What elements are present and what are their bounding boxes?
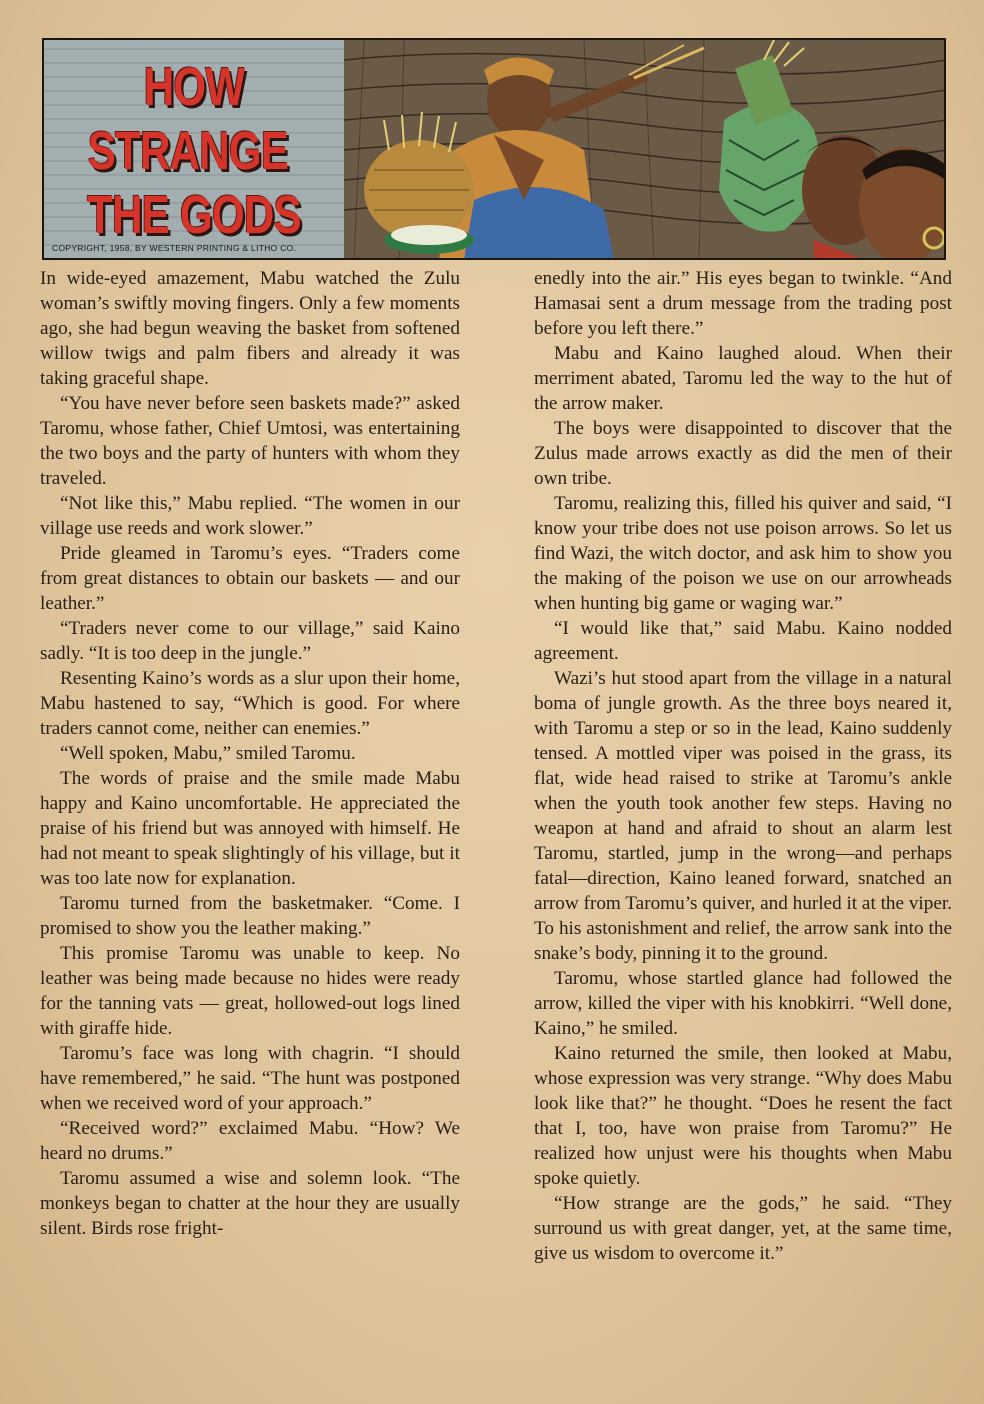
paragraph: The words of praise and the smile made Mabu happy and Kaino uncomfortable. He appreciated the praise of his friend but was annoyed with himself. He had not meant to speak slightingly of his village, but it was too late now for explanation. [40,768,460,889]
paragraph: Taromu assumed a wise and solemn look. “The monkeys began to chatter at the hour they are usually silent. Birds rose fright- [40,1168,460,1239]
paragraph: Wazi’s hut stood apart from the village in a natural boma of jungle growth. As the three boys neared it, with Taromu a step or so in the lead, Kaino suddenly tensed. A mottled viper was poised in the grass, its flat, wide head raised to strike at Taromu’s ankle when the youth took another few steps. Having no weapon at hand and afraid to shout an alarm lest Taromu, startled, jump in the wrong—and perhaps fatal—direction, Kaino leaned forward, snatched an arrow from Taromu’s quiver, and hurled it at the viper. To his astonishment and relief, the arrow sank into the snake’s body, pinning it to the ground. [534,668,952,964]
paragraph: “You have never before seen baskets made?” asked Taromu, whose father, Chief Umtosi, was entertaining the two boys and the party of hunters with whom they traveled. [40,393,460,489]
paragraph: Mabu and Kaino laughed aloud. When their merriment abated, Taromu led the way to the hut of the arrow maker. [534,343,952,414]
paragraph: “How strange are the gods,” he said. “They surround us with great danger, yet, at the same time, give us wisdom to overcome it.” [534,1193,952,1264]
paragraph: “I would like that,” said Mabu. Kaino nodded agreement. [534,618,952,664]
title-panel [44,40,344,260]
title-banner [42,38,946,260]
title-line-1: HOW [143,57,245,117]
paragraph: Taromu turned from the basketmaker. “Come. I promised to show you the leather making.” [40,893,460,939]
paragraph: “Received word?” exclaimed Mabu. “How? We heard no drums.” [40,1118,460,1164]
paragraph: Taromu, realizing this, filled his quiver and said, “I know your tribe does not use poison arrows. So let us find Wazi, the witch doctor, and ask him to show you the making of the poison we use on our arrowheads when hunting big game or waging war.” [534,493,952,614]
paragraph: “Not like this,” Mabu replied. “The women in our village use reeds and work slower.” [40,493,460,539]
paragraph: Pride gleamed in Taromu’s eyes. “Traders come from great distances to obtain our baskets — and our leather.” [40,543,460,614]
paragraph: Kaino returned the smile, then looked at Mabu, whose expression was very strange. “Why does Mabu look like that?” he thought. “Does he resent the fact that I, too, have won praise from Taromu?” He realized how unjust were his thoughts when Mabu spoke quietly. [534,1043,952,1189]
paragraph: “Well spoken, Mabu,” smiled Taromu. [60,743,356,764]
story-column-right [534,266,952,1266]
paragraph: This promise Taromu was unable to keep. No leather was being made because no hides were ready for the tanning vats — great, hollowed-out logs lined with giraffe hide. [40,943,460,1039]
paragraph-continuation: enedly into the air.” His eyes began to twinkle. “And Hamasai sent a drum message from the trading post before you left there.” [534,268,952,339]
copyright-notice: COPYRIGHT, 1958, BY WESTERN PRINTING & LITHO CO. [52,243,297,253]
basket-weaving-illustration [344,40,946,260]
paragraph: In wide-eyed amazement, Mabu watched the Zulu woman’s swiftly moving fingers. Only a few moments ago, she had begun weaving the basket from softened willow twigs and palm fibers and already it was taking graceful shape. [40,268,460,389]
paragraph: “Traders never come to our village,” said Kaino sadly. “It is too deep in the jungle.” [40,618,460,664]
story-column-left [40,266,460,1241]
paragraph: Taromu, whose startled glance had followed the arrow, killed the viper with his knobkirri. “Well done, Kaino,” he smiled. [534,968,952,1039]
title-line-2: STRANGE [87,121,289,181]
title-line-3: THE GODS [87,185,301,245]
paragraph: Resenting Kaino’s words as a slur upon their home, Mabu hastened to say, “Which is good. For where traders cannot come, neither can enemies.” [40,668,460,739]
paragraph: The boys were disappointed to discover that the Zulus made arrows exactly as did the men of their own tribe. [534,418,952,489]
paragraph: Taromu’s face was long with chagrin. “I should have remembered,” he said. “The hunt was postponed when we received word of your approach.” [40,1043,460,1114]
